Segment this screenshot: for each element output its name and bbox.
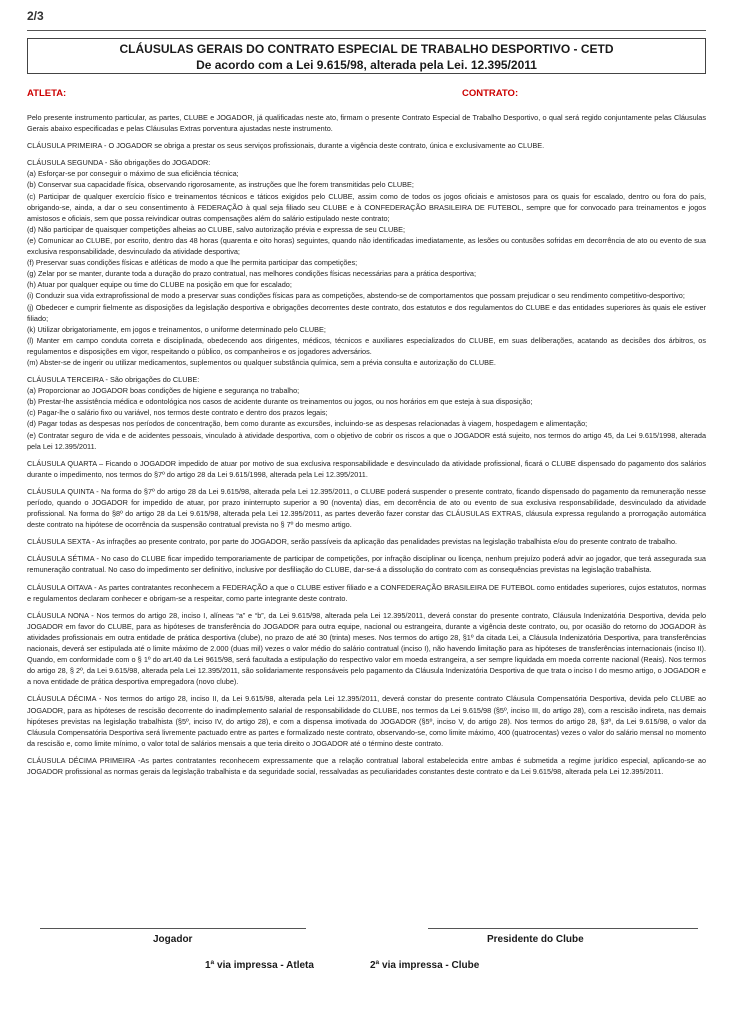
- jogador-signature-line: [40, 928, 306, 929]
- clausula-oitava: CLÁUSULA OITAVA - As partes contratantes reconhecem a FEDERAÇÃO a que o CLUBE estiver filiado e a CONFEDERAÇÃO BRASILEIRA DE FUTEBOL como entidades superiores, cujos estatutos, normas e regulamentos declaram conhecer e obrigam-se a respeitar, como parte integrante deste contrato.: [27, 582, 706, 603]
- list-item: (k) Utilizar obrigatoriamente, em jogos e treinamentos, o uniforme determinado pelo CLUBE;: [27, 324, 326, 334]
- clausula-setima: CLÁUSULA SÉTIMA - No caso do CLUBE ficar impedido temporariamente de participar de competições, por infração disciplinar ou licença, nenhum prejuízo poderá advir ao jogador, que terá assegurada sua remuneração contratual. No caso do impedimento ser definitivo, inclusive por desfiliação do CLUBE, dar-se-á a dissolução do contrato com as consequências previstas na legislação trabalhista.: [27, 554, 706, 575]
- jogador-signature-label: Jogador: [153, 934, 193, 945]
- clausula-quinta: CLÁUSULA QUINTA - Na forma do §7º do artigo 28 da Lei 9.615/98, alterada pela Lei 12.395/2011, o CLUBE poderá suspender o presente contrato, ficando dispensado do pagamento da remuneração nesse período, quando o JOGADOR for impedido de atuar, por prazo ininterrupto superior a 90 (noventa) dias, em decorrência de ato ou evento de sua exclusiva responsabilidade, desvinculado da atividade profissional. Na forma do §8º do artigo 28 da Lei 9.615/98, alterada pela Lei 12.395/2011, as partes deverão fazer constar das CLÁUSULAS EXTRAS, cláusula expressa regulando a prorrogação automática deste contrato na hipótese de ocorrência da suspensão contratual prevista no § 7º do mesmo artigo.: [27, 486, 706, 530]
- list-item: (l) Manter em campo conduta correta e disciplinada, obedecendo aos dirigentes, médicos, técnicos e auxiliares especializados do CLUBE, em suas deliberações, acatando as decisões dos árbitros, os regulamentos e disposições em vigor, respeitando o público, os companheiros e os jogadores adversários.: [27, 335, 706, 356]
- list-item: (j) Obedecer e cumprir fielmente as disposições da legislação desportiva e obrigações decorrentes deste contrato, dos estatutos e dos regulamentos do CLUBE e das entidades superiores às quais ele estiver filiado;: [27, 302, 706, 323]
- contrato-label: CONTRATO:: [462, 88, 519, 99]
- list-item: (d) Pagar todas as despesas nos períodos de concentração, bem como durante as excursões, incluindo-se as despesas relacionadas à viagem, hospedagem e alimentação;: [27, 419, 588, 429]
- clausula-decima-primeira: CLÁUSULA DÉCIMA PRIMEIRA -As partes contratantes reconhecem expressamente que a relação contratual laboral estabelecida entre ambas é submetida a regime jurídico especial, aplicando-se ao JOGADOR profissional as normas gerais da legislação trabalhista e da seguridade social, ressalvadas as peculiaridades constantes deste contrato e da Lei 9.615/98, alterada pela Lei 12.395/2011.: [27, 755, 706, 776]
- document-subtitle: De acordo com a Lei 9.615/98, alterada pela Lei. 12.395/2011: [196, 58, 537, 72]
- list-item: (a) Proporcionar ao JOGADOR boas condições de higiene e segurança no trabalho;: [27, 386, 300, 396]
- list-item: (d) Não participar de quaisquer competições alheias ao CLUBE, salvo autorização prévia e expressa de seu CLUBE;: [27, 224, 406, 234]
- clausula-terceira: [27, 374, 706, 452]
- list-item: (h) Atuar por qualquer equipe ou time do CLUBE na posição em que for escalado;: [27, 280, 292, 290]
- list-item: (g) Zelar por se manter, durante toda a duração do prazo contratual, nas melhores condições físicas necessárias para a prática desportiva;: [27, 269, 477, 279]
- clausula-heading: CLÁUSULA TERCEIRA - São obrigações do CLUBE:: [27, 375, 200, 385]
- list-item: (m) Abster-se de ingerir ou utilizar medicamentos, suplementos ou qualquer substância química, sem a prévia consulta e autorização do CLUBE.: [27, 357, 496, 367]
- via-atleta: 1ª via impressa - Atleta: [205, 960, 314, 971]
- document-title: CLÁUSULAS GERAIS DO CONTRATO ESPECIAL DE TRABALHO DESPORTIVO - CETD: [119, 42, 614, 56]
- clausula-quarta: CLÁUSULA QUARTA – Ficando o JOGADOR impedido de atuar por motivo de sua exclusiva responsabilidade e desvinculado da atividade profissional, ficará o CLUBE dispensado do pagamento dos salários durante o impedimento, nos termos do §7º do artigo 28 da Lei 9.615/1998, alterada pela Lei 12.395/2011.: [27, 458, 706, 479]
- intro-paragraph: Pelo presente instrumento particular, as partes, CLUBE e JOGADOR, já qualificadas neste ato, firmam o presente Contrato Especial de Trabalho Desportivo, o qual será regido conjuntamente pelas Cláusulas Gerais abaixo especificadas e pelas Cláusulas Extras porventura ajustadas neste instrumento.: [27, 113, 706, 134]
- list-item: (b) Conservar sua capacidade física, observando rigorosamente, as instruções que lhe forem transmitidas pelo CLUBE;: [27, 180, 414, 190]
- list-item: (e) Contratar seguro de vida e de acidentes pessoais, vinculado à atividade desportiva, com o objetivo de cobrir os riscos a que o JOGADOR está sujeito, nos termos do artigo 45, da Lei 9.615/1998, alterada pela Lei 12.395/2011.: [27, 430, 706, 451]
- clauses-body: [27, 112, 706, 783]
- via-clube: 2ª via impressa - Clube: [370, 960, 480, 971]
- list-item: (c) Participar de qualquer exercício físico e treinamentos técnicos e táticos exigidos pelo CLUBE, assim como de todos os jogos oficiais e amistosos para os quais for escalado, dentro ou fora do país, obrigando-se, ainda, a dar o seu consentimento à FEDERAÇÃO à qual seja filiado seu CLUBE e à CONFEDERAÇÃO BRASILEIRA DE FUTEBOL, sempre que for convocado para treinamentos e jogos amistosos e oficiais, sem que possa reivindicar outras compensações além do salário estipulado neste contrato;: [27, 191, 706, 223]
- list-item: (i) Conduzir sua vida extraprofissional de modo a preservar suas condições físicas para as competições, abstendo-se de comportamentos que possam prejudicar o seu rendimento competitivo-desportivo;: [27, 291, 685, 301]
- header-box: [27, 38, 706, 74]
- clausula-decima: CLÁUSULA DÉCIMA - Nos termos do artigo 28, inciso II, da Lei 9.615/98, alterada pela Lei 12.395/2011, deverá constar do presente contrato Cláusula Compensatória Desportiva, devida pelo CLUBE ao JOGADOR, para as hipóteses de rescisão decorrente do inadimplemento salarial de responsabilidade do CLUBE, nos termos da Lei 9.615/98 (§5º, inciso III, do artigo 28), com a rescisão indireta, nas demais hipóteses previstas na legislação trabalhista (§5º, inciso IV, do artigo 28), e com a dispensa imotivada do JOGADOR (§5º, inciso V, do artigo 28). Nos termos do artigo 28, §3º, da Lei 9.615/98, o valor da Cláusula Compensatória Desportiva será livremente pactuado entre as partes e formalizado neste contrato, observando-se, como limite máximo, 400 (quatrocentas) vezes o valor do salário mensal no momento da rescisão e, como limite mínimo, o valor total de salários mensais a que teria direito o JOGADOR até o término deste contrato.: [27, 694, 706, 748]
- clausula-segunda: [27, 157, 706, 368]
- list-item: (e) Comunicar ao CLUBE, por escrito, dentro das 48 horas (quarenta e oito horas) seguintes, quando não identificadas imediatamente, as lesões ou contusões sofridas em decorrência de ato ou evento de sua exclusiva responsabilidade, desvinculado da atividade desportiva;: [27, 235, 706, 257]
- clausula-sexta: CLÁUSULA SEXTA - As infrações ao presente contrato, por parte do JOGADOR, serão passíveis da aplicação das penalidades previstas na legislação trabalhista e/ou do presente contrato de trabalho.: [27, 537, 678, 547]
- page-number: 2/3: [27, 9, 44, 23]
- presidente-signature-line: [428, 928, 698, 929]
- list-item: (c) Pagar-lhe o salário fixo ou variável, nos termos deste contrato e dentro dos prazos legais;: [27, 408, 328, 418]
- clausula-primeira: CLÁUSULA PRIMEIRA - O JOGADOR se obriga a prestar os seus serviços profissionais, durante a vigência deste contrato, única e exclusivamente ao CLUBE.: [27, 141, 545, 151]
- atleta-label: ATLETA:: [27, 88, 67, 99]
- list-item: (b) Prestar-lhe assistência médica e odontológica nos casos de acidente durante os treinamentos ou jogos, ou nos horários em que esteja à sua disposição;: [27, 397, 533, 407]
- clausula-heading: CLÁUSULA SEGUNDA - São obrigações do JOGADOR:: [27, 158, 211, 168]
- list-item: (a) Esforçar-se por conseguir o máximo de sua eficiência técnica;: [27, 169, 239, 179]
- top-divider: [27, 30, 706, 31]
- presidente-signature-label: Presidente do Clube: [487, 934, 584, 945]
- clausula-nona: CLÁUSULA NONA - Nos termos do artigo 28, inciso I, alíneas “a” e “b”, da Lei 9.615/98, alterada pela Lei 12.395/2011, deverá constar do presente contrato, Cláusula Indenizatória Desportiva, devida pelo JOGADOR em favor do CLUBE, para as hipóteses de transferência do JOGADOR para outra equipe, nacional ou estrangeira, durante a vigência deste contrato, ou, por ocasião do retorno do JOGADOR às atividades profissionais em outra entidade de prática desportiva (clube), no prazo de até 30 (trinta) meses. Nos termos do artigo 28, §1º da citada Lei, a Cláusula Indenizatória Desportiva, para transferências nacionais, deverá ser estipulada até o limite máximo de 2.000 (duas mil) vezes o valor médio do salário contratual (inciso I), não havendo limitação para as hipóteses de transferências internacionais (inciso II). Quando, em conformidade com o § 1º do art.40 da Lei 9615/98, será facultada a estipulação do respectivo valor em moeda estrangeira, a ser sempre liquidada em moeda corrente nacional (Reais). Nos termos do artigo 28, § 2º, da Lei 9.615/98, alterada pela Lei 12.395/2011, são solidariamente responsáveis pelo pagamento da Cláusula Indenizatória Desportiva de que trata o inciso I do mesmo artigo, o JOGADOR e a nova entidade de prática desportiva empregadora (novo clube).: [27, 610, 706, 687]
- list-item: (f) Preservar suas condições físicas e atléticas de modo a que lhe permita participar das competições;: [27, 258, 358, 268]
